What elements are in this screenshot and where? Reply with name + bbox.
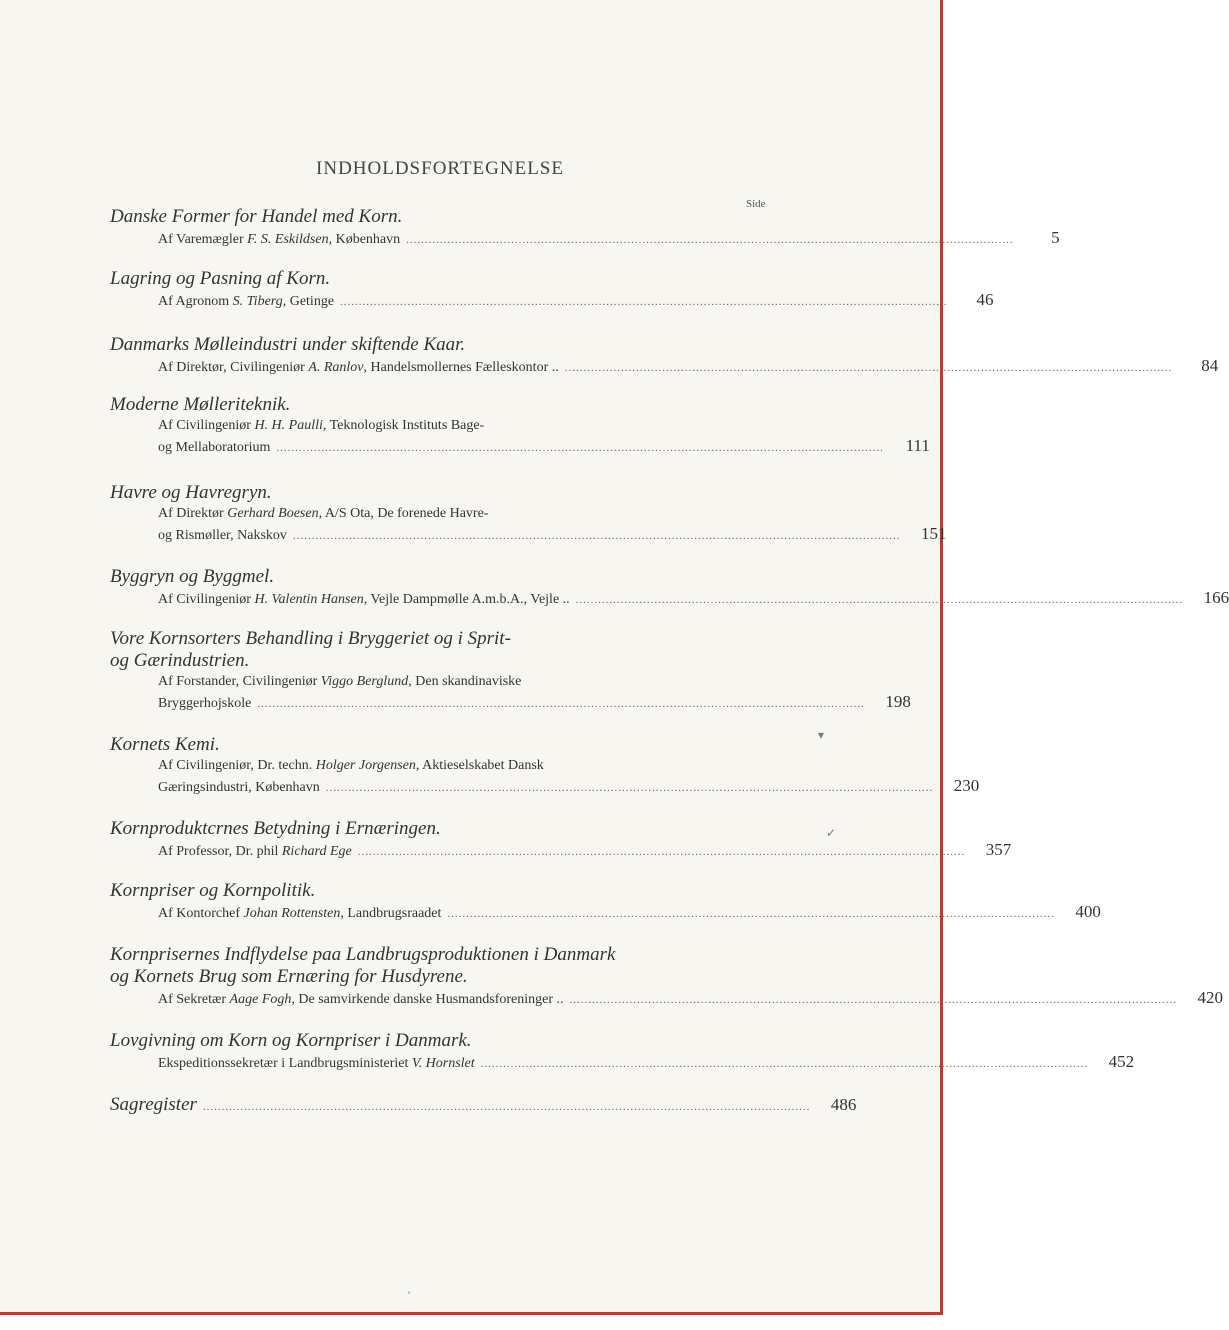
toc-entry xyxy=(110,628,911,714)
entry-author-line-continued: og Mellaboratorium .................................................................................................................................................................. 111 xyxy=(110,436,778,458)
dot-leader: .................................................................................................................................................................. xyxy=(480,1058,1089,1070)
entry-author-line: Af Civilingeniør, Dr. techn. Holger Jorgensen, Aktieselskabet Dansk xyxy=(158,758,544,773)
toc-entry xyxy=(110,482,947,546)
register-entry xyxy=(110,1094,857,1117)
page-column-label: Side xyxy=(746,198,766,210)
dot-leader: .................................................................................................................................................................. xyxy=(325,782,934,794)
author-name: A. Ranlov xyxy=(308,360,364,375)
page-number: 420 xyxy=(1197,988,1224,1007)
entry-title: Havre og Havregryn. xyxy=(110,482,272,503)
author-name: V. Hornslet xyxy=(411,1056,475,1071)
entry-author-line: Af Forstander, Civilingeniør Viggo Berglund, Den skandinaviske xyxy=(158,674,522,689)
entry-author-line-continued: Bryggerhojskole .................................................................................................................................................................. 198 xyxy=(110,692,778,714)
page-number: 357 xyxy=(985,840,1012,859)
entry-author-line: Ekspeditionssekretær i Landbrugsministeriet V. Hornslet .................................................................................................................................................................. 452 xyxy=(110,1052,778,1074)
entry-author-line: Af Sekretær Aage Fogh, De samvirkende danske Husmandsforeninger .. .................................................................................................................................................................. 420 xyxy=(110,988,778,1010)
dot-leader: .................................................................................................................................................................. xyxy=(564,362,1173,374)
dot-leader: .................................................................................................................................................................. xyxy=(257,698,865,710)
author-name: Aage Fogh xyxy=(229,992,292,1007)
page-number: 486 xyxy=(830,1095,857,1114)
entry-title: Danske Former for Handel med Korn. xyxy=(110,206,403,227)
author-name: F. S. Eskildsen xyxy=(247,232,329,247)
entry-title: Kornpriser og Kornpolitik. xyxy=(110,880,316,901)
entry-title: Byggryn og Byggmel. xyxy=(110,566,275,587)
entry-author-line: Af Civilingeniør H. H. Paulli, Teknologisk Instituts Bage- xyxy=(158,418,485,433)
dot-leader: .................................................................................................................................................................. xyxy=(202,1101,811,1113)
author-name: H. Valentin Hansen xyxy=(254,592,364,607)
toc-entry xyxy=(110,334,1219,378)
author-name: Viggo Berglund xyxy=(320,674,409,689)
dot-leader: .................................................................................................................................................................. xyxy=(447,908,1055,920)
entry-author-line: Af Direktør, Civilingeniør A. Ranlov, Handelsmollernes Fælleskontor .. .................................................................................................................................................................. 84 xyxy=(110,356,778,378)
entry-title: Kornproduktcrnes Betydning i Ernæringen. xyxy=(110,818,441,839)
toc-entry xyxy=(110,394,930,458)
scan-speck: ✓ xyxy=(826,826,837,840)
dot-leader: .................................................................................................................................................................. xyxy=(406,234,1014,246)
author-name: Gerhard Boesen xyxy=(227,506,319,521)
page-number: 151 xyxy=(920,524,947,543)
author-name: Holger Jorgensen xyxy=(315,758,416,773)
entry-title: Lagring og Pasning af Korn. xyxy=(110,268,331,289)
entry-author-line: Af Direktør Gerhard Boesen, A/S Ota, De forenede Havre- xyxy=(158,506,489,521)
entry-author-line: Af Agronom S. Tiberg, Getinge .................................................................................................................................................................. 46 xyxy=(110,290,778,312)
page-number: 46 xyxy=(976,290,994,309)
toc-entry xyxy=(110,268,994,312)
author-name: S. Tiberg xyxy=(232,294,283,309)
entry-author-line-continued: og Rismøller, Nakskov .................................................................................................................................................................. 151 xyxy=(110,524,778,546)
page-number: 166 xyxy=(1203,588,1229,607)
toc-entry xyxy=(110,566,1229,610)
author-name: Johan Rottensten xyxy=(243,906,341,921)
register-title: Sagregister xyxy=(110,1094,197,1115)
page-number: 230 xyxy=(953,776,980,795)
entry-title: Kornprisernes Indflydelse paa Landbrugsproduktionen i Danmark xyxy=(110,944,616,965)
page-number: 198 xyxy=(885,692,911,711)
toc-entry xyxy=(110,818,1012,862)
toc-entry xyxy=(110,944,1224,1010)
dot-leader: .................................................................................................................................................................. xyxy=(569,994,1178,1006)
page-number: 5 xyxy=(1051,228,1060,247)
toc-entry xyxy=(110,880,1101,924)
author-name: H. H. Paulli xyxy=(254,418,323,433)
entry-author-line: Af Kontorchef Johan Rottensten, Landbrugsraadet .................................................................................................................................................................. 400 xyxy=(110,902,778,924)
entry-title: Lovgivning om Korn og Kornpriser i Danmark. xyxy=(110,1030,472,1051)
author-name: Richard Ege xyxy=(281,844,352,859)
dot-leader: .................................................................................................................................................................. xyxy=(292,530,901,542)
page-number: 84 xyxy=(1201,356,1219,375)
dot-leader: .................................................................................................................................................................. xyxy=(575,594,1184,606)
page-number: 111 xyxy=(905,436,930,455)
toc-entry xyxy=(110,206,1060,250)
dot-leader: .................................................................................................................................................................. xyxy=(276,442,884,454)
entry-author-line: Af Professor, Dr. phil Richard Ege .................................................................................................................................................................. 357 xyxy=(110,840,778,862)
page-number: 452 xyxy=(1108,1052,1135,1071)
scan-speck: ' xyxy=(408,1288,411,1302)
entry-title: Moderne Mølleriteknik. xyxy=(110,394,291,415)
page-number: 400 xyxy=(1075,902,1101,921)
entry-title-continued: og Gærindustrien. xyxy=(110,650,250,671)
scan-speck: ▾ xyxy=(818,728,825,742)
dot-leader: .................................................................................................................................................................. xyxy=(340,296,948,308)
entry-title: Kornets Kemi. xyxy=(110,734,220,755)
entry-title-continued: og Kornets Brug som Ernæring for Husdyrene. xyxy=(110,966,468,987)
entry-author-line: Af Civilingeniør H. Valentin Hansen, Vejle Dampmølle A.m.b.A., Vejle .. .................................................................................................................................................................. 166 xyxy=(110,588,778,610)
toc-entry xyxy=(110,734,980,798)
entry-author-line-continued: Gæringsindustri, København .................................................................................................................................................................. 230 xyxy=(110,776,778,798)
entry-title: Vore Kornsorters Behandling i Bryggeriet og i Sprit- xyxy=(110,628,511,649)
dot-leader: .................................................................................................................................................................. xyxy=(357,846,966,858)
toc-entry xyxy=(110,1030,1135,1074)
entry-title: Danmarks Mølleindustri under skiftende Kaar. xyxy=(110,334,466,355)
entry-author-line: Af Varemægler F. S. Eskildsen, København .................................................................................................................................................................. 5 xyxy=(110,228,778,250)
page-heading: INDHOLDSFORTEGNELSE xyxy=(316,158,564,179)
